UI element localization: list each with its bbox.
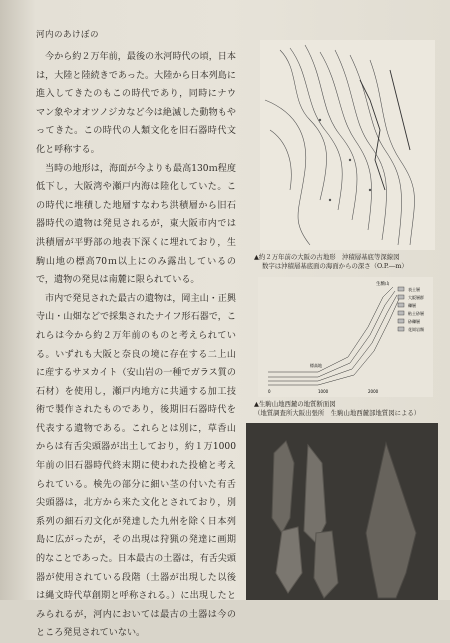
section-illustration (258, 277, 433, 397)
legend-item: 花崗岩類 (408, 327, 424, 332)
artifact-photo (246, 423, 438, 600)
legend-item: 砂礫層 (408, 319, 420, 324)
section-caption-line1: ▲生駒山地西麓の地質断面図 (254, 400, 336, 408)
text-column (36, 28, 236, 643)
map-illustration (260, 40, 435, 250)
paleo-topography-map (260, 40, 435, 250)
legend-item: 礫層 (408, 303, 416, 308)
axis-tick: 1000 (318, 389, 329, 394)
paragraph-3: 市内で発見された最古の遺物は，岡主山・正興寺山・山畑などで採集されたナイフ形石器で，これらは今から約２万年前のものと考えられている。いずれも大阪と奈良の境に存在する二上山に産するサヌカイト（安山岩の一種でガラス質の石材）を使用し，瀬戸内地方に共通する加工技術で製作されたものであり，後期旧石器時代を代表する遺物である。これらとは別に，草香山からは有舌尖頭器が出土しており，約１万1000年前の旧石器時代終末期に使われた投槍と考えられている。検先の部分に細い茎の付いた有舌尖頭器は，北方から来た文化とされており，別系列の細石刃文化が発達した九州を除く日本列島に広がったが，その出現は狩猟の発達に画期的なことであった。日本最古の土器は，有舌尖頭器が使用されている段階（土器が出現した以後は縄文時代草創期と呼称される。）に出現したとみられるが，河内においては最古の土器は今のところ発見されていない。 (36, 293, 236, 639)
legend-item: 表土層 (408, 287, 420, 292)
axis-tick: 0 (268, 389, 271, 394)
axis-tick: 2000 (368, 389, 379, 394)
map-caption-line1: ▲約２万年前の大阪の古地形 沖積層基底等深線図 (254, 253, 400, 261)
legend-item: 粘土砂層 (408, 311, 424, 316)
section-caption-line2: （地質調査所大阪出張所 生駒山地西麓部地質図による） (254, 409, 421, 417)
paragraph-1: 今から約２万年前，最後の氷河時代の頃，日本は，大陸と陸続きであった。大陸から日本列島に進入してきたのもこの時代であり，同時にナウマン象やオオツノジカなど今は絶滅した動物もやってきた。この時代の人類文化を旧石器時代文化と呼称する。 (36, 52, 236, 155)
legend-item: 大阪層群 (408, 295, 424, 300)
map-caption (254, 253, 440, 271)
map-caption-line2: 数字は沖積層基底面の海面からの深さ（O.P.―m） (262, 262, 408, 270)
paragraph-2: 当時の地形は，海面が今よりも最高130ｍ程度低下し，大阪湾や瀬戸内海は陸化していた。この時代に堆積した地層すなわち洪積層から旧石器時代の遺物は発見されるが，東大阪市内では洪積層が平野部の地表下深くに埋れており，生駒山地の標高70ｍ以上にのみ露出しているので，遺物の発見は南麓に限られている。 (36, 163, 236, 286)
section-label-left: 標高地 (310, 363, 322, 368)
geologic-section (258, 277, 433, 397)
section-caption (254, 400, 440, 418)
stone-tools-illustration (246, 423, 438, 600)
section-label-top: 生駒山 (376, 282, 390, 287)
section-heading: 河内のあけぼの (36, 30, 100, 40)
figure-column (240, 40, 440, 418)
